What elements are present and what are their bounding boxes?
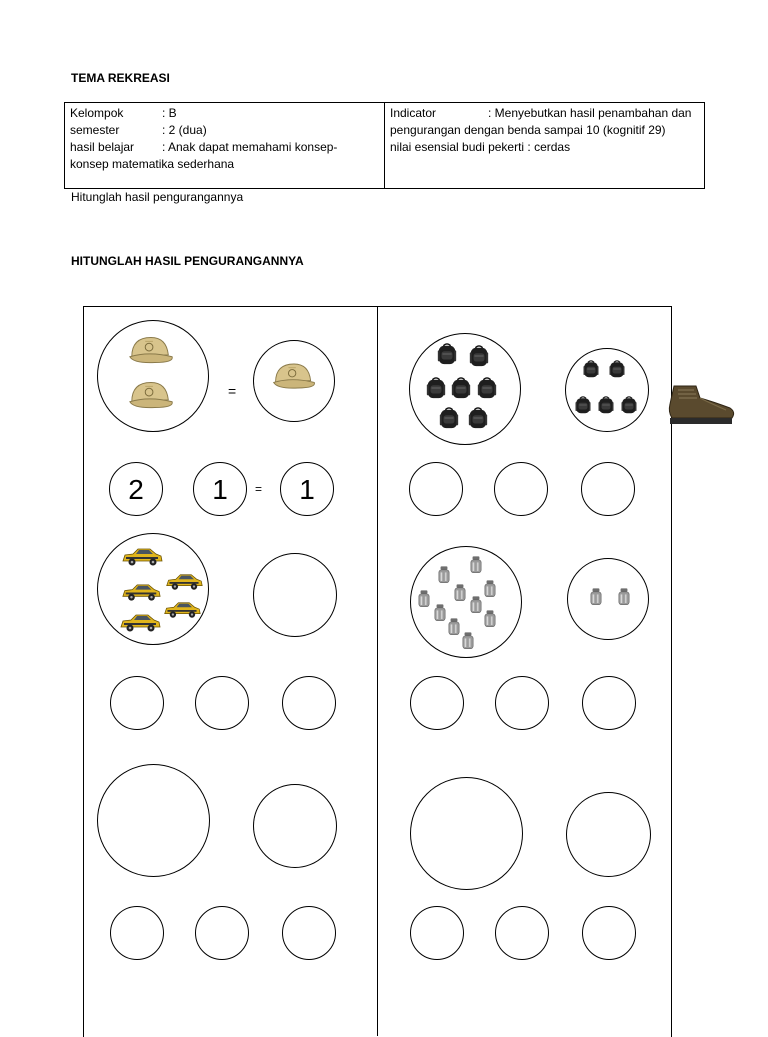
empty-total-circle: [410, 777, 523, 890]
jar-icon: [434, 604, 446, 622]
hasil-belajar-label: hasil belajar: [70, 140, 135, 154]
answer-circle: [582, 906, 636, 960]
semester-value: : 2 (dua): [162, 123, 207, 137]
cars-result-circle: [253, 553, 337, 637]
backpack-icon: [467, 406, 489, 430]
subtrahend-number: 1: [212, 474, 228, 505]
jar-icon: [462, 632, 474, 650]
backpack-icon: [468, 344, 490, 368]
answer-circle: [195, 676, 249, 730]
backpack-icon: [436, 342, 458, 366]
jar-icon: [448, 618, 460, 636]
worksheet-divider: [377, 306, 378, 1036]
car-icon: [164, 572, 204, 592]
backpack-icon: [620, 394, 638, 416]
jar-icon: [590, 588, 602, 606]
cap-icon: [126, 378, 176, 412]
backpack-icon: [450, 376, 472, 400]
answer-circle: [409, 462, 463, 516]
result-number: 1: [299, 474, 315, 505]
result-equals-sign: =: [255, 482, 263, 496]
answer-circle: [110, 676, 164, 730]
empty-total-circle: [97, 764, 210, 877]
hasil-belajar-value-cont: konsep matematika sederhana: [70, 157, 235, 171]
indicator-value-cont: pengurangan dengan benda sampai 10 (kognitif 29): [390, 123, 666, 137]
answer-circle: [582, 676, 636, 730]
empty-result-circle: [253, 784, 337, 868]
answer-circle: [581, 462, 635, 516]
car-icon: [162, 600, 202, 620]
backpack-icon: [476, 376, 498, 400]
jar-icon: [618, 588, 630, 606]
jar-icon: [438, 566, 450, 584]
jar-icon: [470, 556, 482, 574]
answer-circle: [282, 906, 336, 960]
backpack-icon: [574, 394, 592, 416]
equals-sign: =: [228, 383, 237, 399]
info-table: [64, 102, 705, 189]
indicator-label: Indicator: [390, 106, 437, 120]
kelompok-value: : B: [162, 106, 177, 120]
minuend-number: 2: [128, 474, 144, 505]
nilai-esensial: nilai esensial budi pekerti : cerdas: [390, 140, 571, 154]
car-icon: [118, 612, 162, 634]
instruction-small: Hitunglah hasil pengurangannya: [71, 190, 244, 204]
info-right-cell: [385, 103, 705, 189]
cap-icon: [270, 360, 318, 392]
answer-circle: [282, 676, 336, 730]
bags-result-circle: [565, 348, 649, 432]
backpack-icon: [438, 406, 460, 430]
theme-title: TEMA REKREASI: [71, 71, 170, 85]
answer-circle: [495, 676, 549, 730]
answer-circle: [195, 906, 249, 960]
backpack-icon: [425, 376, 447, 400]
answer-circle: [110, 906, 164, 960]
indicator-value: : Menyebutkan hasil penambahan dan: [488, 106, 692, 120]
empty-result-circle: [566, 792, 651, 877]
shoe-icon: [666, 382, 736, 428]
answer-circle: [410, 676, 464, 730]
jar-icon: [418, 590, 430, 608]
semester-label: semester: [70, 123, 120, 137]
jars-result-circle: [567, 558, 649, 640]
hasil-belajar-value: : Anak dapat memahami konsep-: [162, 140, 338, 154]
car-icon: [120, 546, 164, 568]
instruction-heading: HITUNGLAH HASIL PENGURANGANNYA: [71, 254, 304, 268]
jar-icon: [484, 610, 496, 628]
backpack-icon: [582, 358, 600, 380]
jar-icon: [484, 580, 496, 598]
info-left-cell: [65, 103, 385, 189]
backpack-icon: [597, 394, 615, 416]
answer-circle: [410, 906, 464, 960]
kelompok-label: Kelompok: [70, 106, 124, 120]
cap-icon: [126, 333, 176, 367]
answer-circle: [494, 462, 548, 516]
backpack-icon: [608, 358, 626, 380]
jar-icon: [470, 596, 482, 614]
jar-icon: [454, 584, 466, 602]
car-icon: [120, 582, 162, 603]
answer-circle: [495, 906, 549, 960]
